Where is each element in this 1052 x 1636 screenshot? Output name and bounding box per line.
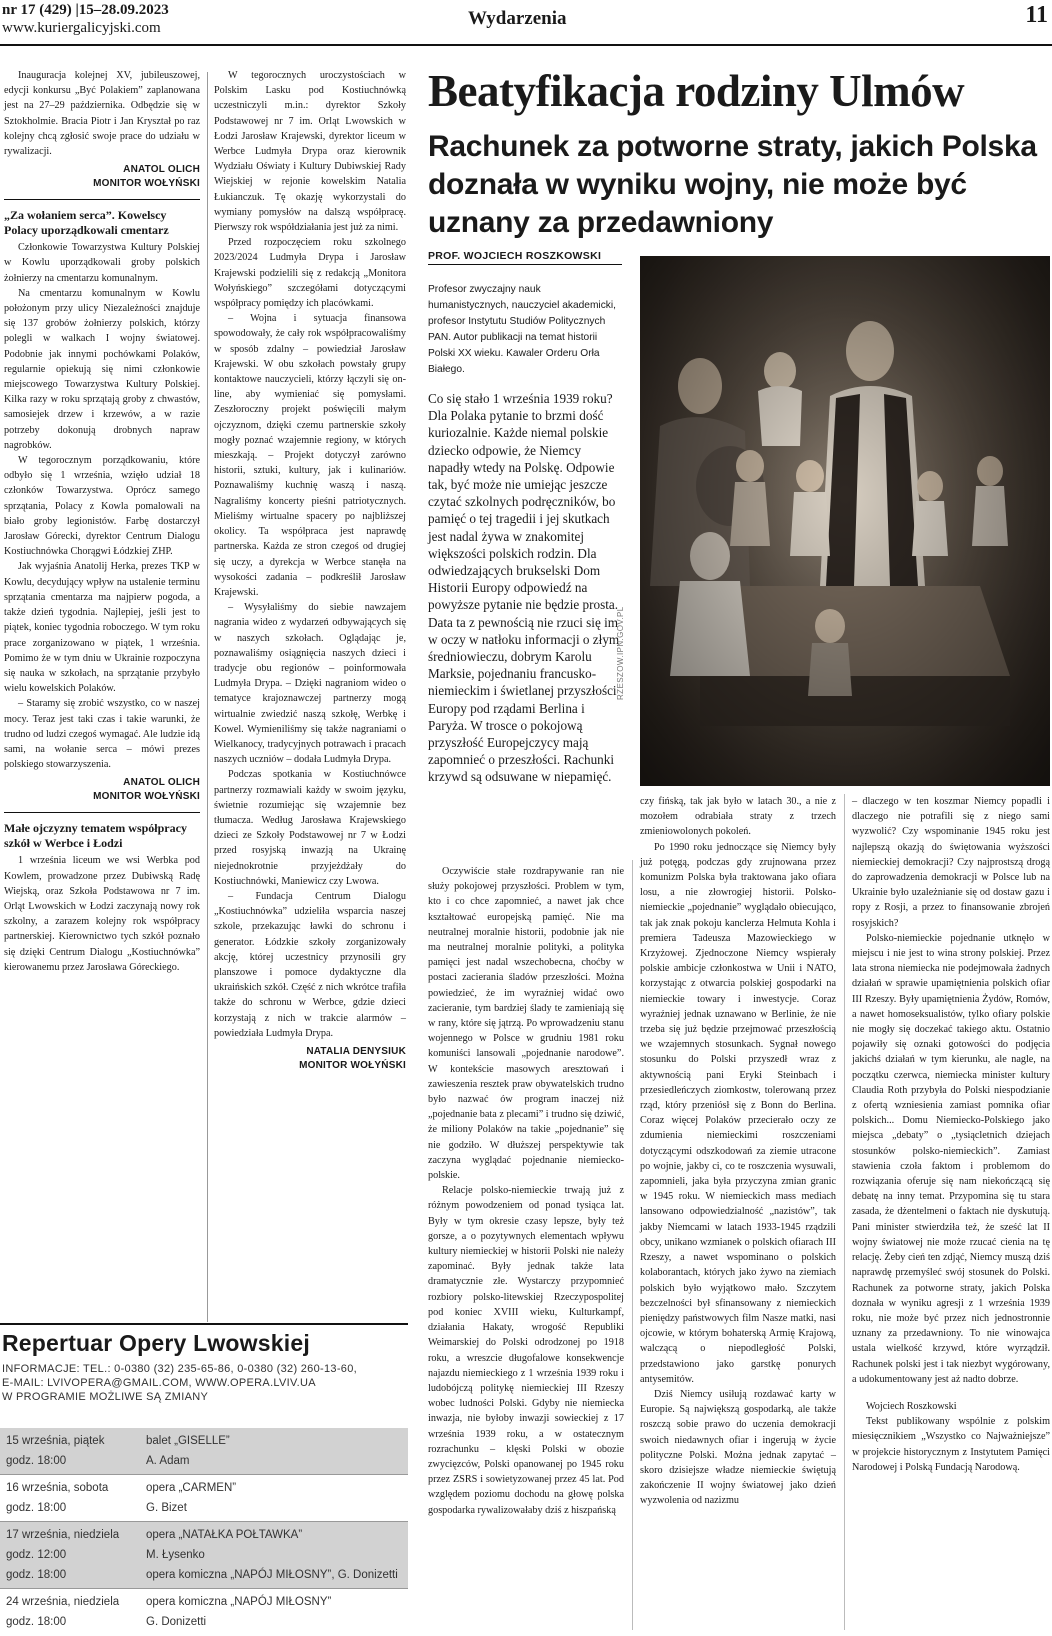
paragraph: Podczas spotkania w Kostiuchnówce partnerzy rozmawiali każdy w swoim języku, świetnie rozumiejąc się wzajemnie bez tłumacza. Według Jarosława Krajewskiego dzieci ze Szkoły Podstawowej nr 7 w Łodzi przed rosyjską inwazją na Ukrainę niejednokrotnie przyjeżdżały do Kostiuchnówki, Maniewicz czy Lwowa. [214, 769, 406, 887]
divider [4, 812, 200, 813]
opera-phone: INFORMACJE: TEL.: 0-0380 (32) 235-65-86, 0-0380 (32) 260-13-60, [2, 1363, 357, 1375]
paragraph: W tegorocznym porządkowaniu, które odbyło się 1 września, wzięło udział 18 członków Towarzystwa. Oprócz samego sprzątania, Polacy z Kowla pomalowali na biało groby legionistów. Farbę dostarczył Jarosław Górecki, dyrektor Centrum Dialogu Kostiuchnówka Chorągwi Łódzkiej ZHP. [4, 455, 200, 558]
table-row [0, 1522, 408, 1589]
paragraph: Oczywiście stałe rozdrapywanie ran nie służy pokojowej przyszłości. Problem w tym, kto i co chce zapomnieć, a nawet jak chce kształtować europejską pamięć. Nie ma neutralnej moralnie historii, podobnie jak nie ma neutralnej moralnie polityki, a polityka pamięci jest nadal wszechobecna, choćby w postaci zacierania śladów przeszłości. Można powiedzieć, że im wyraźniej widać owo zacieranie, tym bardziej ślady te zamieniają się w rany, które się jątrzą. Po wprowadzeniu stanu wojennego w Polsce w grudniu 1981 roku komuniści lansowali „pojednanie narodowe”. W kontekście masowych aresztowań i zawieszenia resztek praw obywatelskich trudno było nazwać ów program inaczej niż „pojednanie bata z plecami” i trudno się dziwić, że miliony Polaków na takie „pojednanie” się nie godziło. W dłuższej perspektywie tak zaczyna wyglądać pojednanie niemiecko-polskie. [428, 866, 624, 1182]
issue-number: nr 17 (429) |15–28.09.2023 [2, 2, 169, 18]
show-title: balet „GISELLE” A. Adam [140, 1428, 408, 1475]
divider [0, 1323, 408, 1325]
article-title: „Za wołaniem serca”. Kowelscy Polacy uporządkowali cmentarz [4, 208, 169, 238]
opera-schedule-table [0, 1428, 408, 1635]
paragraph: – Staramy się zrobić wszystko, co w naszej mocy. Teraz jest taki czas i takie warunki, że trudno od ludzi czegoś wymagać. Ale ludzie idą sami, na wołanie serca – mówi prezes polskiego stowarzyszenia. [4, 698, 200, 771]
table-row [0, 1475, 408, 1522]
paragraph: Inauguracja kolejnej XV, jubileuszowej, edycji konkursu „Być Polakiem” zaplanowana jest na 27–29 października. Odbędzie się w Sztokholmie. Bracia Piotr i Jan Kryształ po raz kolejny chcą zgłosić swoje prace do udziału w rywalizacji. [4, 70, 200, 158]
show-title: opera „CARMEN” G. Bizet [140, 1475, 408, 1522]
article-column-e [852, 794, 1050, 1475]
paragraph: Członkowie Towarzystwa Kultury Polskiej w Kowlu uporządkowali groby polskich żołnierzy na cmentarzu komunalnym. [4, 242, 200, 284]
main-subheadline: Rachunek za potworne straty, jakich Polska doznała w wyniku wojny, nie może być uznany za przedawniony [428, 130, 1037, 239]
show-title: opera „NATAŁKA POŁTAWKA” M. Łysenko opera komiczna „NAPÓJ MIŁOSNY”, G. Donizetti [140, 1522, 408, 1589]
paragraph: – Wysyłaliśmy do siebie nawzajem nagrania wideo z wydarzeń odbywających się w naszych szkołach. Oglądając je, poznawaliśmy osiągnięcia naszych dzieci i tradycje obu regionów – poinformowała Ludmyła Drypa. – Dzięki nagraniom wideo o tematyce krajoznawczej partnerzy mogą wirtualnie zwiedzić naszą szkołę, Werbkę i Kowel. Wymieniliśmy się także nagraniami o Wielkanocy, tradycyjnych potrawach i pracach naszych uczniów – dodała Ludmyła Drypa. [214, 602, 406, 766]
main-headline: Beatyfikacja rodziny Ulmów [428, 66, 965, 116]
article-column-d [640, 794, 836, 1509]
column-rule [207, 72, 208, 1322]
show-date: 16 września, sobota godz. 18:00 [0, 1475, 140, 1522]
column-rule [844, 794, 845, 1630]
lead-paragraph: Co się stało 1 września 1939 roku? Dla Polaka pytanie to brzmi dość kuriozalnie. Każde niemal polskie dziecko odpowie, że Niemcy napadły wtedy na Polskę. Odpowie tak, być może nie umiejąc jeszcze czytać szkolnych podręczników, bo pamięć o tej tragedii i jej skutkach jest nadal żywa w znakomitej większości polskich rodzin. Dla odwiedzających brukselski Dom Historii Europy odpowiedź na powyższe pytanie nie będzie prosta. Data ta z pewnością nie rzuci się im w oczy w natłoku informacji o złym średniowieczu, dobrym Karolu Marksie, pojednaniu francusko-niemieckim i świetlanej przyszłości Europy pod rządami Berlina i Paryża. W trosce o pokojową przyszłość Europejczycy mają zapomnieć o przeszłości. Rachunki krzywd są odsuwane w niepamięć. [428, 391, 620, 785]
article-column-c [428, 864, 624, 1518]
section-title: Wydarzenia [468, 8, 567, 29]
paragraph: Po 1990 roku jednoczące się Niemcy były już potęgą, podczas gdy zrujnowana przez komunizm Polska była traktowana jako ofiara losu, a nie złowrogiej historii. Polsko-niemieckie „pojednanie” wyglądało obiecująco, tak jak znak pokoju kanclerza Helmuta Kohla i premiera Tadeusza Mazowieckiego w Krzyżowej. Zjednoczone Niemcy wspierały polskie ambicje członkostwa w Unii i NATO, korzystając z otwarcia polskiej gospodarki na niemieckie towary i inwestycje. Coraz wyraźniej jednak uznawano w Berlinie, że nie trzeba się już będzie przejmować przeszłością we wzajemnych stosunkach. Sygnał nowego stosunku do Polski przyszedł wraz z aktywnością pani Eryki Steinbach i przesiedleńczych ziomkostw, tolerowaną przez rząd, który przeniósł się z Bonn do Berlina. Coraz więcej Polaków przecierało oczy ze zdumienia niemieckimi roszczeniami dotyczącymi odszkodowań za ziemie utracone po wojnie, jakby ci, co te roszczenia wysuwali, zapomnieli, jaka była przyczyna zmian granic w 1945 roku. W niemieckich mass mediach lansowano odpowiedzialność „nazistów”, tak jakby Niemcami w latach 1933-1945 rządzili obcy, unikano wzmianek o polskich ofiarach III Rzeszy, a nawet wspominano o polskich kolaborantach, których jako żywo na ziemiach polskich było wyjątkowo mało. Szczytem bezczelności był sfinansowany z niemieckich pieniędzy państwowych film Nasze matki, nasi ojcowie, w którym bohaterską Armię Krajową, walczącą o niepodległość Polski, przedstawiono jako garstkę ponurych antysemitów. [640, 841, 836, 1385]
opera-note: W PROGRAMIE MOŻLIWE SĄ ZMIANY [2, 1391, 209, 1403]
paragraph: W tegorocznych uroczystościach w Polskim Lasku pod Kostiuchnówką uczestniczyli m.in.: dyrektor Szkoły Podstawowej nr 7 im. Orląt Lwowskich w Łodzi Jarosław Krajewski, dyrektor liceum w Werbce Ludmyła Drypa oraz kierownik Wydziału Oświaty i Kultury Dubiwskiej Rady Wiejskiej w rejonie kowelskim Natalia Łukianczuk. Tę okazję wykorzystali do wymiany pomysłów na dalszą współpracę. Pierwszy rok współdziałania jest już za nimi. [214, 70, 406, 234]
paragraph: – Wojna i sytuacja finansowa spowodowały, że cały rok współpracowaliśmy w sposób zdalny – powiedział Jarosław Krajewski. W obu szkołach powstały grupy kontaktowe nauczycieli, którzy łączyli się on-line, aby wymieniać się pomysłami. Zeszłoroczny projekt poświęcili małym ojczyznom, dzięki czemu partnerskie szkoły mogły poznać wzajemnie regiony, w których mieszkają. – Projekt dotyczył zarówno historii, sztuki, kultury, jak i kulinariów. Poznawaliśmy kuchnię waszą i naszą. Nagraliśmy koncerty pieśni patriotycznych. Mieliśmy wirtualne spacery po najbliższej okolicy. Ta współpraca jest naprawdę partnerska. Każda ze stron czegoś od drugiej się uczy, a dyrekcja w Werbce stanęła na wysokości zadania – podkreślił Jarosław Krajewski. [214, 313, 406, 598]
paragraph: 1 września liceum we wsi Werbka pod Kowlem, prowadzone przez Dubiwską Radę Wiejską, oraz Szkoła Podstawowa nr 7 im. Orląt Lwowskich w Łodzi zaczynają nowy rok szkolny, a zarazem kolejny rok współpracy partnerskiej. Kierownictwo tych szkół poznało się dzięki Centrum Dialogu „Kostiuchnówka” kierowanemu przez Jarosława Góreckiego. [4, 855, 200, 973]
author-signature: NATALIA DENYSIUK MONITOR WOŁYŃSKI [299, 1046, 406, 1071]
column-rule [632, 860, 633, 1630]
show-date: 15 września, piątek godz. 18:00 [0, 1428, 140, 1475]
ulma-family-photo [640, 256, 1050, 786]
paragraph: Dziś Niemcy usiłują rozdawać karty w Europie. Są największą gospodarką, ale także roszczą sobie prawo do uczenia demokracji swoich niedawnych ofiar i ingerują w życie polityczne Polski. Można jednak zapytać – skoro dzisiejsze władze niemieckie świętują zakończenie II wojny światowej jako dzień wyzwolenia od nazizmu [640, 1388, 836, 1507]
paragraph: Przed rozpoczęciem roku szkolnego 2023/2024 Ludmyła Drypa i Jarosław Krajewski podzielili się z redakcją „Monitora Wołyńskiego” szczegółami dotyczącymi współpracy pomiędzy ich placówkami. [214, 237, 406, 310]
author-signature: ANATOL OLICH MONITOR WOŁYŃSKI [93, 164, 200, 190]
page-number: 11 [1025, 2, 1048, 28]
paragraph: Relacje polsko-niemieckie trwają już z różnym powodzeniem od ponad tysiąca lat. Były w tym okresie czasy lepsze, były też gorsze, a o pozytywnych elementach wpływu kultury niemieckiej w historii Polski nie należy zapominać. Były jednak także lata dramatycznie złe. Wystarczy przypomnieć rozbiory polsko-litewskiej Rzeczypospolitej pod koniec XVIII wieku, Kulturkampf, działania Hakaty, wrogość Republiki Weimarskiej do Polski odrodzonej po 1918 roku, a wreszcie długofalowe konsekwencje najazdu niemieckiego z 1 września 1939 roku i ludobójczą politykę niemieckiej III Rzeszy wobec ludności Polski. Gdyby nie niemiecka inwazja, nie byłoby inwazji sowieckiej z 17 września 1939 roku, a w ostatecznym rozrachunku – klęski Polski w obozie zwycięzców, Polski opanowanej po 1945 roku przez ZSRS i sowietyzowanej przez 45 lat. Pod względem poziomu dochodu na głowę polska gospodarka rywalizowałaby dziś z hiszpańską [428, 1185, 624, 1516]
opera-contact-info [2, 1362, 407, 1404]
paragraph: – dlaczego w ten koszmar Niemcy popadli i dlaczego nie potrafili się z niego sami wyzwolić? Czy wspominanie 1945 roku jest najlepszą okazją do świętowania wyższości niemieckiej demokracji? Czy najprostszą drogą do zaprowadzenia demokracji w Polsce lub na Ukrainie było uzależnianie się od dostaw gazu i ropy z Rosji, a przez to finansowanie zbrojeń rosyjskich? [852, 796, 1050, 929]
author-bio: Profesor zwyczajny nauk humanistycznych, nauczyciel akademicki, profesor Instytutu Studiów Politycznych PAN. Autor publikacji na temat historii Polski XX wieku. Kawaler Orderu Orła Białego. [428, 284, 616, 375]
paragraph: Na cmentarzu komunalnym w Kowlu położonym przy ulicy Niezależności znajduje się 137 grobów żołnierzy polskich, którzy polegli w walkach I wojny światowej. Podobnie jak innymi pochówkami Polaków, regularnie opiekują się nimi członkowie miejscowego Towarzystwa Kultury Polskiej. Kilka razy w roku sprzątają groby z chwastów, samosiejek drzew i krzewów, a w razie potrzeby dokonują drobnych napraw nagrobków. [4, 287, 200, 451]
author-signature: Wojciech Roszkowski [866, 1400, 957, 1412]
family-photo-illustration [640, 256, 1050, 786]
article-title: Małe ojczyzny tematem współpracy szkół w Werbce i Łodzi [4, 821, 187, 851]
byline: PROF. WOJCIECH ROSZKOWSKI [428, 250, 622, 265]
divider [4, 199, 200, 200]
left-column-b [214, 68, 406, 1073]
paragraph: Jak wyjaśnia Anatolij Herka, prezes TKP w Kowlu, decydujący wpływ na ustalenie terminu sprzątania cmentarza ma najpierw pogoda, a także dzień tygodnia. Najlepiej, jeśli jest to piątek, koniec tygodnia roboczego. W tym roku prace zorganizowano w piątek, 1 września. Pomimo że w tym dniu w Ukrainie rozpoczyna się nauka w szkołach, na sprzątanie przybyło wielu kowelskich Polaków. [4, 561, 200, 695]
opera-repertoire-title: Repertuar Opery Lwowskiej [2, 1330, 310, 1356]
table-row [0, 1428, 408, 1475]
table-row [0, 1589, 408, 1636]
paragraph: – Fundacja Centrum Dialogu „Kostiuchnówka” udzieliła wsparcia naszej szkole, przekazując ławki do schronu i generator. Łódzkie szkoły zorganizowały akcję, której uczestnicy przynosili gry planszowe i pomoce dydaktyczne dla ukraińskich szkół. Część z nich wkrótce trafiła także do schronu w Werbce, gdzie dzieci korzystają z nich w trakcie alarmów – powiedziała Ludmyła Drypa. [214, 890, 406, 1039]
website-url[interactable]: www.kuriergalicyjski.com [2, 20, 161, 36]
publication-note: Tekst publikowany wspólnie z polskim miesięcznikiem „Wszystko co Najważniejsze” w projekcie historycznym z Instytutem Pamięci Narodowej i Polską Fundacją Narodową. [852, 1416, 1050, 1473]
show-date: 24 września, niedziela godz. 18:00 [0, 1589, 140, 1636]
show-title: opera komiczna „NAPÓJ MIŁOSNY” G. Donizetti [140, 1589, 408, 1636]
author-signature: ANATOL OLICH MONITOR WOŁYŃSKI [93, 777, 200, 803]
masthead [0, 0, 1052, 46]
show-date: 17 września, niedziela godz. 12:00 godz. 18:00 [0, 1522, 140, 1589]
photo-credit: RZESZOW.IPN.GOV.PL [616, 606, 625, 700]
left-column-a [4, 68, 200, 975]
paragraph: Polsko-niemieckie pojednanie utknęło w miejscu i nie jest to wina strony polskiej. Przez lata strona niemiecka nie podejmowała żadnych działań w sprawie upamiętnienia polskich ofiar III Rzeszy. Były upamiętnienia Żydów, Romów, a nawet homoseksualistów, tylko ofiary polskie nie mogły się doczekać takiego aktu. Ostatnio pojawiły się oznaki gotowości do podjęcia jakichś działań w tym kierunku, ale nagle, na początku czerwca, niemiecka minister kultury Claudia Roth przybyła do Polski niespodzianie z ofertą wzniesienia zamiast pomnika ofiar polskich... Domu Niemiecko-Polskiego jako miejsca „debaty” o „tysiącletnich dziejach stosunków polsko-niemieckich”. Zamiast stawienia czoła faktom i problemom do rozwiązania oferuje się nam niekończącą się debatę na inny temat. Przypomina się tu stara zasada, że dżentelmeni o faktach nie dyskutują. Pani minister stwierdziła też, że sześć lat II wojny światowej nie może rzucać cienia na tę relację. Żeby cień ten zdjąć, Niemcy muszą dziś naprawdę przemyśleć swój stosunek do Polski. Rachunek za potworne straty, jakich Polska doznała w wyniku agresji z 1 września 1939 roku, nie może być przez nich jednostronnie uznany za przedawniony. To nie winowajca ustala wielkość krzywd, które wyrządził. Rachunek polski jest i tak niezbyt wygórowany, a udokumentowany jest aż nadto dobrze. [852, 932, 1050, 1385]
opera-email-web[interactable]: E-MAIL: LVIVOPERA@GMAIL.COM, WWW.OPERA.LVIV.UA [2, 1377, 316, 1389]
paragraph: czy fińską, tak jak było w latach 30., a nie z mozołem odrabiała straty z trzech zmieniowolonych pokoleń. [640, 796, 836, 838]
